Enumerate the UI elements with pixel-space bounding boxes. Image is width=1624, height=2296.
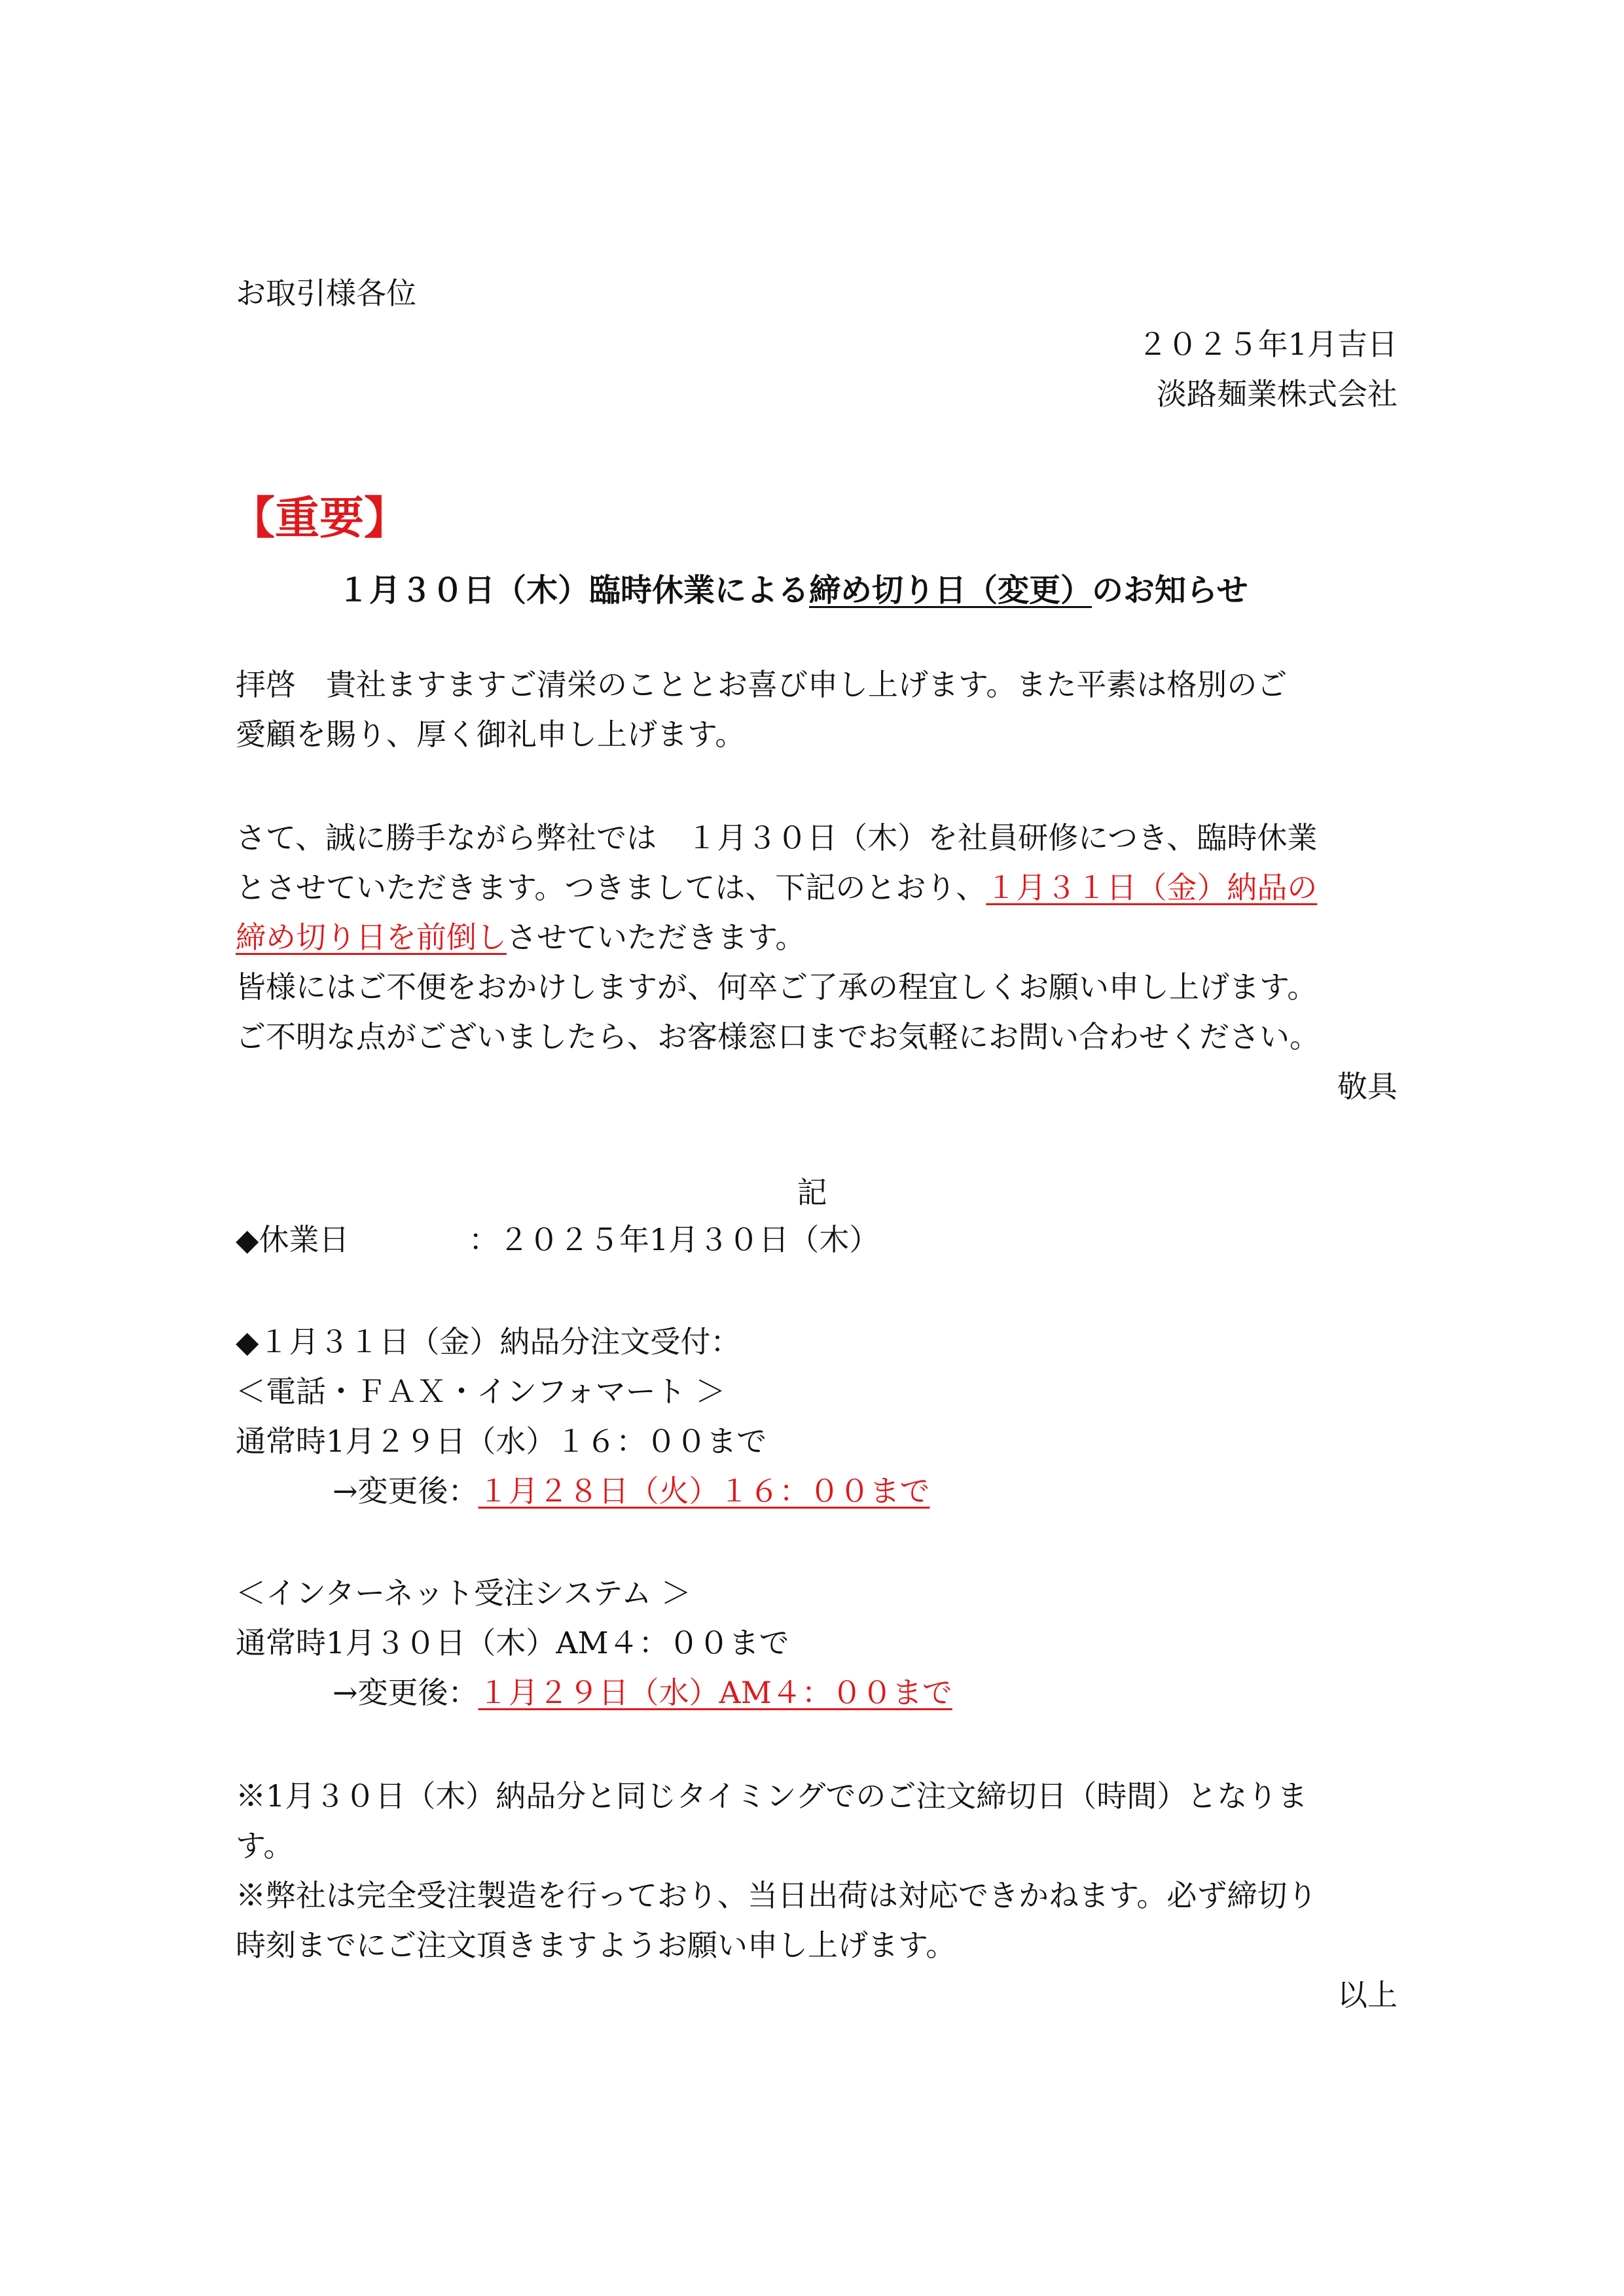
recipient: お取引様各位 xyxy=(236,276,416,311)
paragraph-line-4: 皆様にはご不便をおかけしますが、何卒ご了承の程宜しくお願い申し上げます。 xyxy=(236,969,1318,1005)
note-1-line-1: ※1月３０日（木）納品分と同じタイミングでのご注文締切日（時間）となりま xyxy=(236,1778,1308,1814)
end-ijou: 以上 xyxy=(1337,1977,1398,2013)
note-2-line-1: ※弊社は完全受注製造を行っており、当日出荷は対応できかねます。必ず締切り xyxy=(236,1878,1318,1913)
paragraph-line-1: さて、誠に勝手ながら弊社では １月３０日（木）を社員研修につき、臨時休業 xyxy=(236,820,1318,855)
phone-normal: 通常時1月２９日（水）１６：００まで xyxy=(236,1424,767,1459)
phone-change xyxy=(333,1471,930,1511)
internet-heading: ＜インターネット受注システム ＞ xyxy=(236,1575,691,1611)
note-2-line-2: 時刻までにご注文頂きますようお願い申し上げます。 xyxy=(236,1928,956,1963)
phone-change-label: →変更後： xyxy=(333,1473,478,1509)
company-name: 淡路麺業株式会社 xyxy=(1157,376,1398,412)
holiday-value: ：２０２５年1月３０日（木） xyxy=(469,1222,880,1257)
phone-change-value: １月２８日（火）１６：００まで xyxy=(478,1473,930,1509)
paragraph-line-3-plain: させていただきます。 xyxy=(507,920,806,955)
notice-title xyxy=(338,571,1248,610)
paragraph-line-3 xyxy=(236,918,805,957)
greeting-line-2: 愛顧を賜り、厚く御礼申し上げます。 xyxy=(236,717,746,752)
paragraph-line-2 xyxy=(236,868,1317,907)
order-heading: ◆１月３１日（金）納品分注文受付： xyxy=(236,1324,741,1359)
internet-normal: 通常時1月３０日（木）AM４：００まで xyxy=(236,1625,789,1660)
holiday-label: ◆休業日 xyxy=(236,1222,350,1257)
note-1-line-2: す。 xyxy=(236,1828,294,1863)
internet-change-label: →変更後： xyxy=(333,1675,478,1710)
paragraph-line-2-plain: とさせていただきます。つきましては、下記のとおり、 xyxy=(236,870,986,905)
title-suffix: のお知らせ xyxy=(1092,572,1248,609)
important-label: 【重要】 xyxy=(230,492,409,545)
ki-heading: 記 xyxy=(797,1175,827,1210)
internet-change xyxy=(333,1673,952,1712)
holiday-row xyxy=(236,1220,349,1259)
issue-date: ２０２５年1月吉日 xyxy=(1137,327,1398,362)
paragraph-line-3-highlight: 締め切り日を前倒し xyxy=(236,920,507,955)
paragraph-line-5: ご不明な点がございましたら、お客様窓口までお気軽にお問い合わせください。 xyxy=(236,1019,1320,1054)
paragraph-line-2-highlight: １月３１日（金）納品の xyxy=(986,870,1318,905)
greeting-line-1: 拝啓 貴社ますますご清栄のこととお喜び申し上げます。また平素は格別のご xyxy=(236,667,1288,702)
title-prefix: １月３０日（木）臨時休業による xyxy=(338,572,810,609)
closing-keigu: 敬具 xyxy=(1337,1069,1398,1104)
phone-heading: ＜電話・ＦＡＸ・インフォマート ＞ xyxy=(236,1374,726,1409)
title-underlined: 締め切り日（変更） xyxy=(809,572,1092,609)
internet-change-value: １月２９日（水）AM４：００まで xyxy=(478,1675,952,1710)
